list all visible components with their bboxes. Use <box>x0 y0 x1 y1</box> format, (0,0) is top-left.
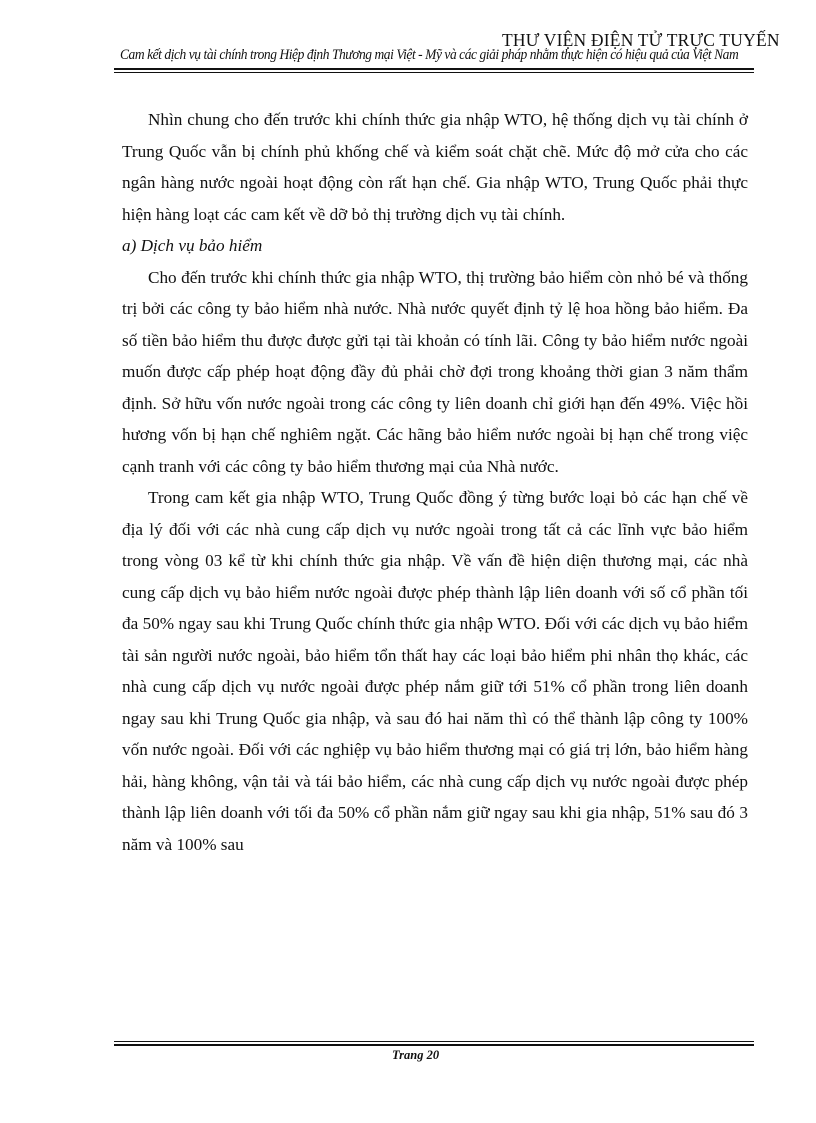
footer-rule-thin <box>114 1041 754 1042</box>
section-heading-insurance: a) Dịch vụ bảo hiểm <box>122 236 263 255</box>
page-header <box>114 30 816 70</box>
document-body <box>122 104 748 860</box>
header-rule <box>114 68 754 70</box>
header-title: Cam kết dịch vụ tài chính trong Hiệp định Thương mại Việt - Mỹ và các giải pháp nhằm thực hiện có hiệu quả của Việt Nam <box>120 46 739 63</box>
paragraph-intro: Nhìn chung cho đến trước khi chính thức gia nhập WTO, hệ thống dịch vụ tài chính ở Trung Quốc vẫn bị chính phủ khống chế và kiểm soát chặt chẽ. Mức độ mở cửa cho các ngân hàng nước ngoài hoạt động còn rất hạn chế. Gia nhập WTO, Trung Quốc phải thực hiện hàng loạt các cam kết về dỡ bỏ thị trường dịch vụ tài chính. <box>122 110 748 224</box>
header-rule-thin <box>114 72 754 73</box>
paragraph-insurance-commitments: Trong cam kết gia nhập WTO, Trung Quốc đồng ý từng bước loại bỏ các hạn chế về địa lý đối với các nhà cung cấp dịch vụ nước ngoài trong tất cả các lĩnh vực bảo hiểm trong vòng 03 kể từ khi chính thức gia nhập. Về vấn đề hiện diện thương mại, các nhà cung cấp dịch vụ bảo hiểm nước ngoài được phép thành lập liên doanh với số cổ phần tối đa 50% ngay sau khi Trung Quốc chính thức gia nhập WTO. Đối với các dịch vụ bảo hiểm tài sản người nước ngoài, bảo hiểm tổn thất hay các loại bảo hiểm phi nhân thọ khác, các nhà cung cấp dịch vụ nước ngoài được phép nắm giữ tới 51% cổ phần trong liên doanh ngay sau khi Trung Quốc gia nhập, và sau đó hai năm thì có thể thành lập công ty 100% vốn nước ngoài. Đối với các nghiệp vụ bảo hiểm thương mại có giá trị lớn, bảo hiểm hàng hải, hàng không, vận tải và tái bảo hiểm, các nhà cung cấp dịch vụ nước ngoài được phép thành lập liên doanh với tối đa 50% cổ phần nắm giữ ngay sau khi gia nhập, 51% sau đó 3 năm và 100% sau <box>122 488 748 854</box>
page-number: Trang 20 <box>392 1048 440 1062</box>
paragraph-insurance-before-wto: Cho đến trước khi chính thức gia nhập WTO, thị trường bảo hiểm còn nhỏ bé và thống trị bởi các công ty bảo hiểm nhà nước. Nhà nước quyết định tỷ lệ hoa hồng bảo hiểm. Đa số tiền bảo hiểm thu được được gửi tại tài khoản có tính lãi. Công ty bảo hiểm nước ngoài muốn được cấp phép hoạt động đầy đủ phải chờ đợi trong khoảng thời gian 3 năm thẩm định. Sở hữu vốn nước ngoài trong các công ty liên doanh chỉ giới hạn đến 49%. Việc hồi hương vốn bị hạn chế nghiêm ngặt. Các hãng bảo hiểm nước ngoài bị hạn chế trong việc cạnh tranh với các công ty bảo hiểm thương mại của Nhà nước. <box>122 267 748 476</box>
library-watermark: THƯ VIỆN ĐIỆN TỬ TRỰC TUYẾN <box>502 30 780 50</box>
footer-rule <box>114 1044 754 1046</box>
